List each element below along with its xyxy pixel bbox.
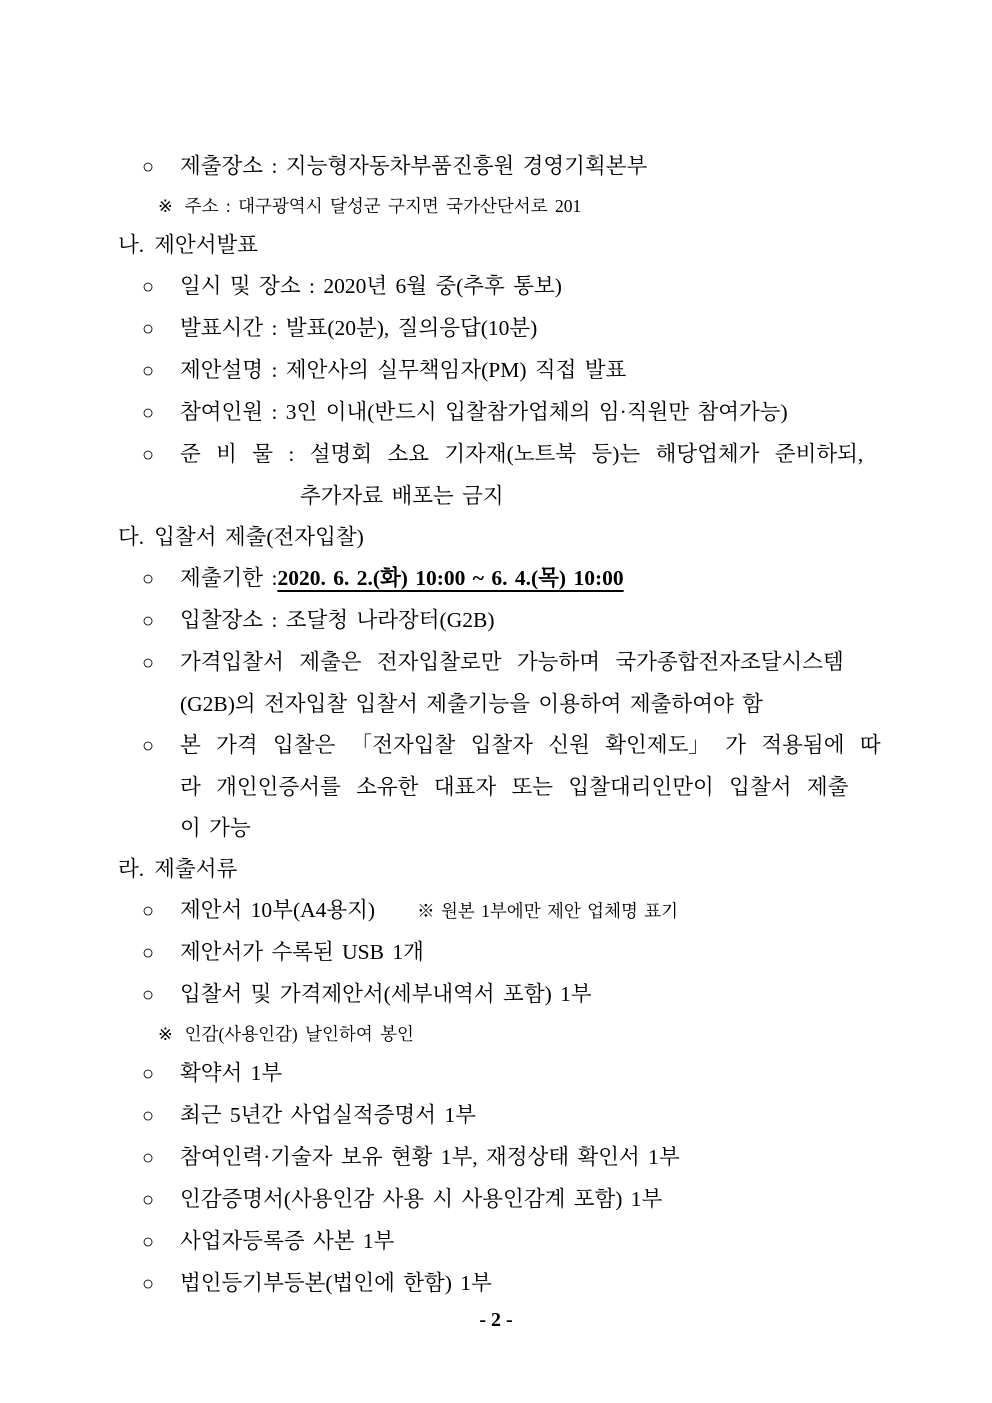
line-text: 제안설명 : 제안사의 실무책임자(PM) 직접 발표 — [180, 358, 627, 382]
section-label: 나. — [118, 233, 145, 257]
bullet-marker: ○ — [142, 1105, 155, 1127]
document-line — [118, 1095, 908, 1137]
document-line — [118, 1053, 908, 1095]
document-line — [118, 642, 908, 684]
document-line — [118, 1263, 908, 1305]
document-line — [118, 308, 908, 350]
line-text: 제출기한 : — [180, 566, 278, 590]
document-line — [118, 1137, 908, 1179]
bullet-marker: ○ — [142, 1147, 155, 1169]
document-line — [118, 476, 908, 517]
line-text: 발표시간 : 발표(20분), 질의응답(10분) — [180, 316, 538, 340]
line-text: 제안서가 수록된 USB 1개 — [180, 940, 424, 964]
bullet-marker: ○ — [142, 402, 155, 424]
line-text: 참여인력·기술자 보유 현황 1부, 재정상태 확인서 1부 — [180, 1145, 680, 1169]
bullet-marker: ○ — [142, 984, 155, 1006]
bullet-marker: ○ — [142, 360, 155, 382]
reference-mark: ※ — [158, 1024, 173, 1044]
bullet-marker: ○ — [142, 942, 155, 964]
bullet-marker: ○ — [142, 1231, 155, 1253]
line-text: 이 가능 — [180, 816, 251, 840]
document-line — [118, 600, 908, 642]
document-line — [118, 188, 908, 225]
line-text: 인감증명서(사용인감 사용 시 사용인감계 포함) 1부 — [180, 1187, 663, 1211]
line-text: 라 개인인증서를 소유한 대표자 또는 입찰대리인만이 입찰서 제출 — [180, 775, 849, 799]
line-text: (G2B)의 전자입찰 입찰서 제출기능을 이용하여 제출하여야 함 — [180, 692, 763, 716]
line-text: 주소 : 대구광역시 달성군 구지면 국가산단서로 201 — [184, 196, 582, 216]
document-line — [118, 974, 908, 1016]
bullet-marker: ○ — [142, 652, 155, 674]
line-text: 일시 및 장소 : 2020년 6월 중(추후 통보) — [180, 274, 562, 298]
line-text: 제출서류 — [154, 857, 238, 881]
document-line — [118, 1016, 908, 1053]
line-text: 법인등기부등본(법인에 한함) 1부 — [180, 1271, 492, 1295]
line-text: 제안서 10부(A4용지) — [180, 898, 376, 922]
section-label: 다. — [118, 525, 145, 549]
bullet-marker: ○ — [142, 568, 155, 590]
document-line — [118, 725, 908, 767]
document-line — [118, 932, 908, 974]
line-text: 본 가격 입찰은 「전자입찰 입찰자 신원 확인제도」 가 적용됨에 따 — [180, 733, 881, 757]
document-line — [118, 767, 908, 808]
line-text: 추가자료 배포는 금지 — [300, 484, 504, 508]
line-text: 최근 5년간 사업실적증명서 1부 — [180, 1103, 476, 1127]
document-line — [118, 146, 908, 188]
bullet-marker: ○ — [142, 444, 155, 466]
line-text: 사업자등록증 사본 1부 — [180, 1229, 395, 1253]
bullet-marker: ○ — [142, 735, 155, 757]
document-line — [118, 434, 908, 476]
bullet-marker: ○ — [142, 1063, 155, 1085]
document-line — [118, 517, 908, 558]
line-text: 확약서 1부 — [180, 1061, 283, 1085]
document-line — [118, 225, 908, 266]
document-line — [118, 808, 908, 849]
document-line — [118, 1221, 908, 1263]
line-text: 참여인원 : 3인 이내(반드시 입찰참가업체의 임·직원만 참여가능) — [180, 400, 788, 424]
bullet-marker: ○ — [142, 156, 155, 178]
reference-mark: ※ — [158, 196, 173, 216]
page-number: - 2 - — [479, 1309, 513, 1331]
bullet-marker: ○ — [142, 1273, 155, 1295]
document-line — [118, 558, 908, 600]
bullet-marker: ○ — [142, 900, 155, 922]
document-line — [118, 684, 908, 725]
bullet-marker: ○ — [142, 318, 155, 340]
line-text: 입찰서 제출(전자입찰) — [154, 525, 364, 549]
bullet-marker: ○ — [142, 1189, 155, 1211]
document-line — [118, 392, 908, 434]
bullet-marker: ○ — [142, 276, 155, 298]
section-label: 라. — [118, 857, 145, 881]
deadline-emphasis: 2020. 6. 2.(화) 10:00 ~ 6. 4.(목) 10:00 — [277, 566, 624, 590]
line-text: 제출장소 : 지능형자동차부품진흥원 경영기획본부 — [180, 154, 648, 178]
document-line — [118, 849, 908, 890]
line-text: 준 비 물 : 설명회 소요 기자재(노트북 등)는 해당업체가 준비하되, — [180, 442, 864, 466]
line-text: 입찰서 및 가격제안서(세부내역서 포함) 1부 — [180, 982, 592, 1006]
document-body — [118, 146, 908, 1305]
document-line — [118, 1179, 908, 1221]
document-line — [118, 350, 908, 392]
line-text: 입찰장소 : 조달청 나라장터(G2B) — [180, 608, 495, 632]
document-line — [118, 890, 908, 932]
line-text: 인감(사용인감) 날인하여 봉인 — [184, 1024, 414, 1044]
line-text: 가격입찰서 제출은 전자입찰로만 가능하며 국가종합전자조달시스템 — [180, 650, 844, 674]
inline-reference-note: ※ 원본 1부에만 제안 업체명 표기 — [417, 901, 679, 921]
document-line — [118, 266, 908, 308]
line-text: 제안서발표 — [154, 233, 259, 257]
bullet-marker: ○ — [142, 610, 155, 632]
